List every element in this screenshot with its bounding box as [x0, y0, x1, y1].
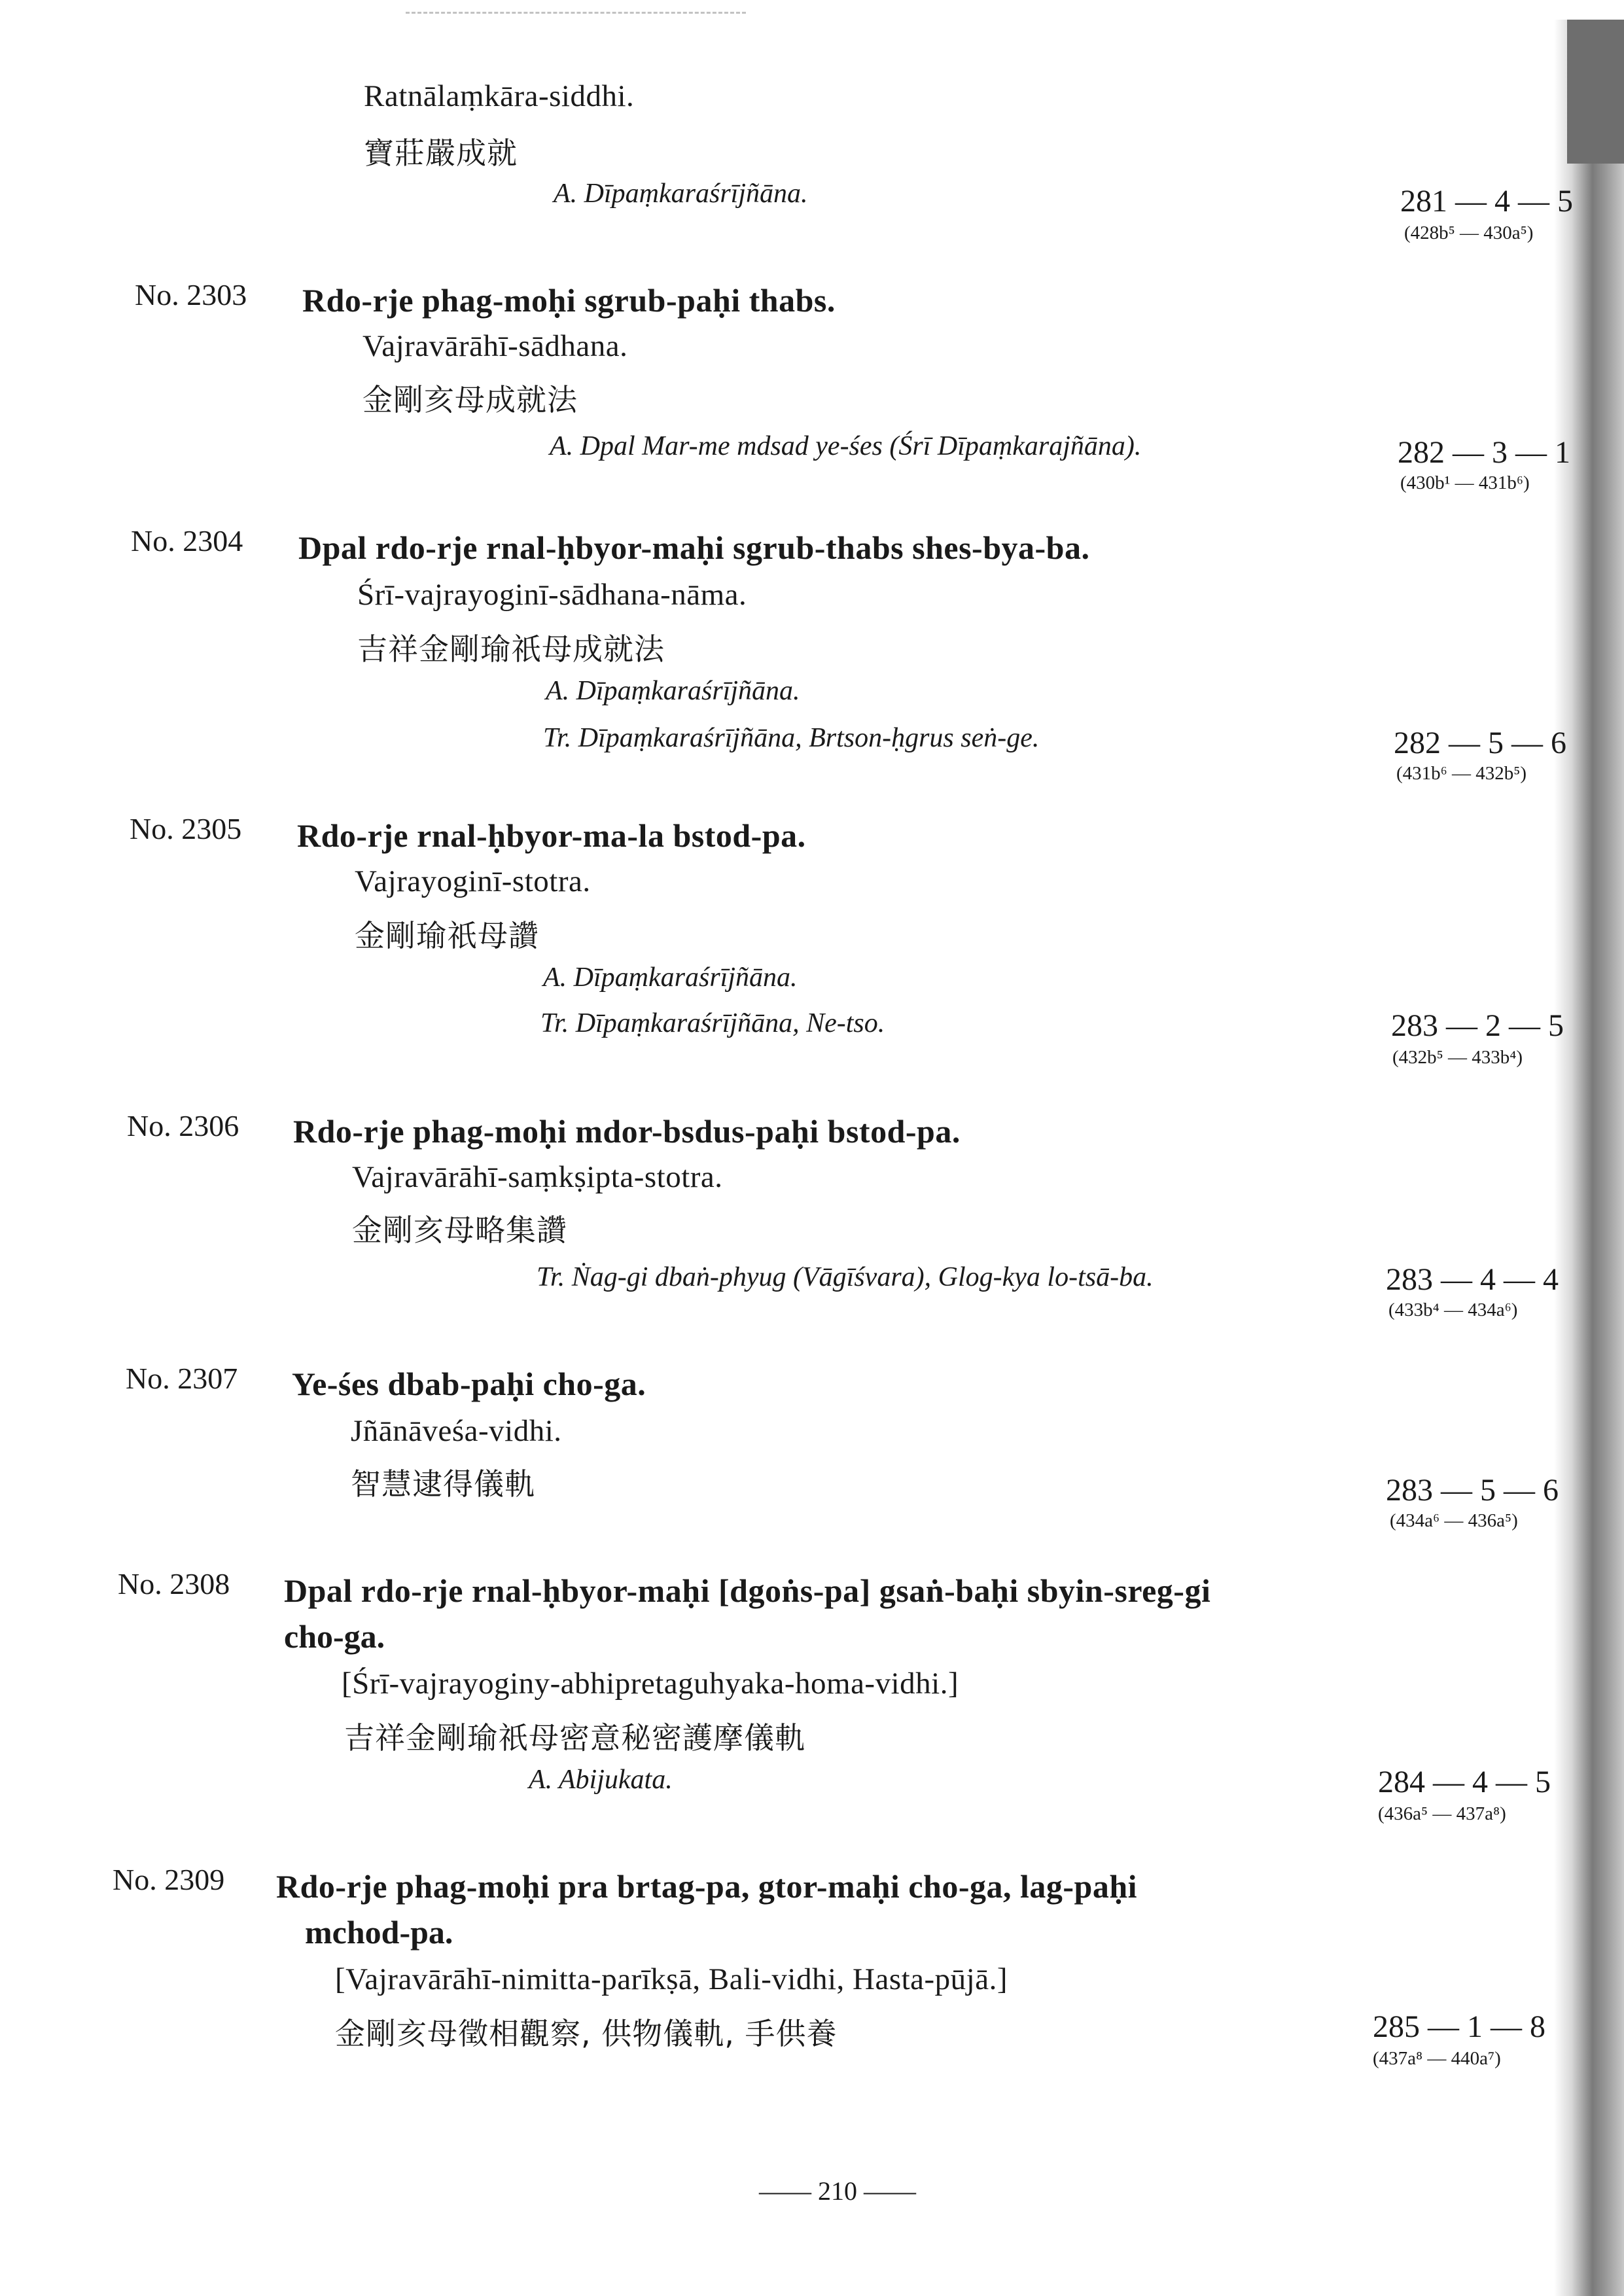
- volume-reference: 282 — 3 — 1: [1398, 435, 1570, 470]
- tibetan-title: Dpal rdo-rje rnal-ḥbyor-maḥi sgrub-thabs shes-bya-ba.: [298, 529, 1090, 566]
- entry-number: No. 2305: [130, 812, 242, 845]
- folio-location: (436a⁵ — 437a⁸): [1378, 1803, 1506, 1824]
- chinese-title: 金剛瑜祇母讚: [355, 918, 539, 953]
- sanskrit-title: [Vajravārāhī-nimitta-parīkṣā, Bali-vidhi, Hasta-pūjā.]: [335, 1962, 1008, 1996]
- volume-reference: 285 — 1 — 8: [1373, 2009, 1545, 2044]
- page-number: —— 210 ——: [759, 2176, 916, 2206]
- entry-number: No. 2307: [126, 1362, 238, 1395]
- volume-reference: 283 — 5 — 6: [1386, 1473, 1559, 1508]
- folio-location: (434a⁶ — 436a⁵): [1390, 1510, 1518, 1531]
- folio-location: (430b¹ — 431b⁶): [1400, 472, 1530, 493]
- translator-line: Tr. Dīpaṃkaraśrījñāna, Brtson-ḥgrus seṅ-ge.: [543, 723, 1040, 753]
- tibetan-title-continued: cho-ga.: [284, 1618, 385, 1655]
- folio-location: (428b⁵ — 430a⁵): [1404, 222, 1534, 243]
- chinese-title: 智慧逮得儀軌: [351, 1466, 535, 1502]
- volume-reference: 284 — 4 — 5: [1378, 1765, 1551, 1799]
- chinese-title: 吉祥金剛瑜祇母密意秘密護摩儀軌: [344, 1720, 805, 1756]
- volume-reference: 283 — 4 — 4: [1386, 1262, 1559, 1297]
- scan-edge-shadow: [1554, 20, 1624, 2296]
- volume-reference: 283 — 2 — 5: [1391, 1008, 1564, 1043]
- tibetan-title: Dpal rdo-rje rnal-ḥbyor-maḥi [dgoṅs-pa] gsaṅ-baḥi sbyin-sreg-gi: [284, 1572, 1211, 1609]
- entry-number: No. 2309: [113, 1863, 225, 1896]
- folio-location: (433b⁴ — 434a⁶): [1388, 1299, 1518, 1320]
- chinese-title: 金剛亥母徵相觀察, 供物儀軌, 手供養: [335, 2016, 838, 2051]
- sanskrit-title: [Śrī-vajrayoginy-abhipretaguhyaka-homa-vidhi.]: [342, 1667, 959, 1701]
- entry-number: No. 2308: [118, 1567, 230, 1600]
- scan-artifact: [406, 12, 746, 16]
- chinese-title: 金剛亥母成就法: [362, 382, 578, 417]
- author-line: A. Dpal Mar-me mdsad ye-śes (Śrī Dīpaṃkarajñāna).: [550, 431, 1142, 461]
- entry-number: No. 2304: [131, 524, 243, 557]
- scan-edge-dark: [1567, 20, 1624, 164]
- chinese-title: 寶莊嚴成就: [364, 135, 518, 171]
- tibetan-title: Rdo-rje rnal-ḥbyor-ma-la bstod-pa.: [297, 817, 806, 854]
- tibetan-title-continued: mchod-pa.: [305, 1914, 453, 1951]
- tibetan-title: Ye-śes dbab-paḥi cho-ga.: [292, 1366, 646, 1402]
- sanskrit-title: Vajrayoginī-stotra.: [355, 864, 591, 898]
- volume-reference: 281 — 4 — 5: [1400, 184, 1573, 219]
- translator-line: Tr. Dīpaṃkaraśrījñāna, Ne-tso.: [540, 1008, 885, 1038]
- translator-line: Tr. Ṅag-gi dbaṅ-phyug (Vāgīśvara), Glog-kya lo-tsā-ba.: [537, 1262, 1154, 1292]
- tibetan-title: Rdo-rje phag-moḥi pra brtag-pa, gtor-maḥi cho-ga, lag-paḥi: [276, 1868, 1138, 1905]
- sanskrit-title: Vajravārāhī-sādhana.: [362, 329, 628, 363]
- entry-number: No. 2303: [135, 278, 247, 311]
- chinese-title: 金剛亥母略集讚: [352, 1212, 567, 1248]
- sanskrit-title: Śrī-vajrayoginī-sādhana-nāma.: [357, 578, 747, 612]
- sanskrit-title: Ratnālaṃkāra-siddhi.: [364, 79, 635, 113]
- entry-number: No. 2306: [127, 1109, 239, 1142]
- sanskrit-title: Jñānāveśa-vidhi.: [351, 1414, 562, 1448]
- tibetan-title: Rdo-rje phag-moḥi mdor-bsdus-paḥi bstod-pa.: [293, 1113, 961, 1150]
- chinese-title: 吉祥金剛瑜祇母成就法: [357, 631, 665, 667]
- folio-location: (437a⁸ — 440a⁷): [1373, 2048, 1501, 2069]
- tibetan-title: Rdo-rje phag-moḥi sgrub-paḥi thabs.: [302, 282, 836, 319]
- author-line: A. Dīpaṃkaraśrījñāna.: [546, 676, 800, 706]
- sanskrit-title: Vajravārāhī-saṃkṣipta-stotra.: [352, 1160, 723, 1194]
- folio-location: (432b⁵ — 433b⁴): [1392, 1047, 1523, 1068]
- author-line: A. Abijukata.: [529, 1765, 673, 1795]
- author-line: A. Dīpaṃkaraśrījñāna.: [554, 179, 808, 209]
- volume-reference: 282 — 5 — 6: [1394, 726, 1566, 760]
- folio-location: (431b⁶ — 432b⁵): [1396, 763, 1527, 784]
- author-line: A. Dīpaṃkaraśrījñāna.: [543, 963, 798, 993]
